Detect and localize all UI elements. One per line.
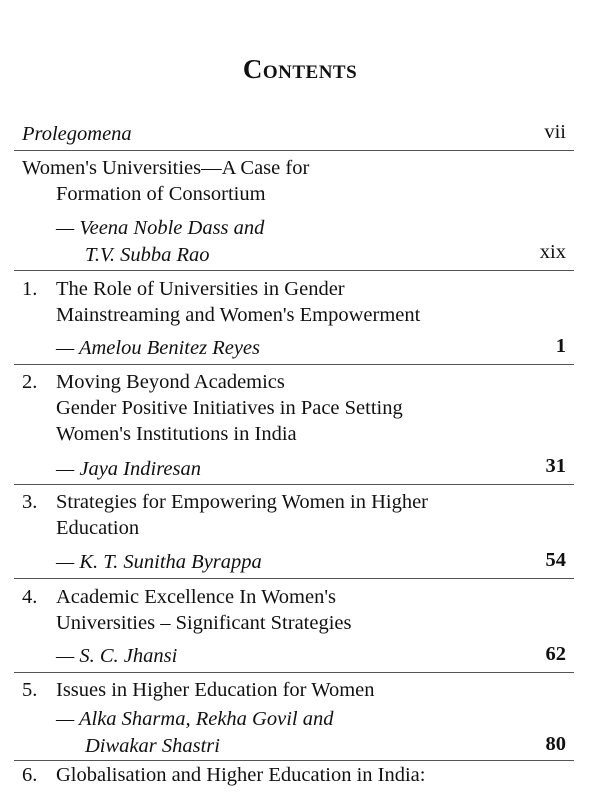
divider: [14, 578, 574, 579]
entry-title-line: The Role of Universities in Gender: [56, 278, 345, 300]
page-title: Contents: [242, 54, 358, 84]
page-number-ch3: 54: [545, 549, 566, 571]
entry-author-line: — Alka Sharma, Rekha Govil and: [56, 708, 334, 730]
entry-author-line: — Amelou Benitez Reyes: [56, 337, 260, 359]
chapter-number: 5.: [22, 679, 38, 701]
page-number-ch1: 1: [555, 335, 566, 357]
divider: [14, 484, 574, 485]
entry-title-line: Gender Positive Initiatives in Pace Setting: [56, 397, 403, 419]
chapter-number: 1.: [22, 278, 38, 300]
divider: [14, 760, 574, 761]
entry-author-line: — Veena Noble Dass and: [56, 217, 265, 239]
entry-title-line: Mainstreaming and Women's Empowerment: [56, 304, 421, 326]
entry-author-line: — S. C. Jhansi: [56, 645, 178, 667]
entry-title-line: Formation of Consortium: [56, 183, 266, 205]
page-number-intro: xix: [539, 241, 566, 263]
page-number-ch2: 31: [545, 455, 566, 477]
divider: [14, 672, 574, 673]
chapter-number: 4.: [22, 586, 38, 608]
entry-title-line: Education: [56, 517, 140, 539]
entry-author-line: Diwakar Shastri: [85, 735, 220, 757]
entry-title-line: Women's Institutions in India: [56, 423, 297, 445]
divider: [14, 150, 574, 151]
divider: [14, 364, 574, 365]
divider: [14, 270, 574, 271]
entry-title-line: Academic Excellence In Women's: [56, 586, 337, 608]
entry-title-line: Globalisation and Higher Education in India:: [56, 764, 426, 786]
entry-title-line: Women's Universities—A Case for: [22, 157, 310, 179]
entry-author-line: T.V. Subba Rao: [85, 244, 210, 266]
entry-title-prolegomena: Prolegomena: [22, 123, 132, 145]
chapter-number: 3.: [22, 491, 38, 513]
entry-author-line: — K. T. Sunitha Byrappa: [56, 551, 262, 573]
entry-title-line: Universities – Significant Strategies: [56, 612, 352, 634]
chapter-number: 2.: [22, 371, 38, 393]
page-number-ch4: 62: [545, 643, 566, 665]
chapter-number: 6.: [22, 764, 38, 786]
entry-title-line: Strategies for Empowering Women in Higher: [56, 491, 429, 513]
page-number-ch5: 80: [545, 733, 566, 755]
entry-title-line: Moving Beyond Academics: [56, 371, 285, 393]
entry-author-line: — Jaya Indiresan: [56, 458, 201, 480]
entry-title-line: Issues in Higher Education for Women: [56, 679, 375, 701]
page-number-prolegomena: vii: [544, 121, 566, 143]
